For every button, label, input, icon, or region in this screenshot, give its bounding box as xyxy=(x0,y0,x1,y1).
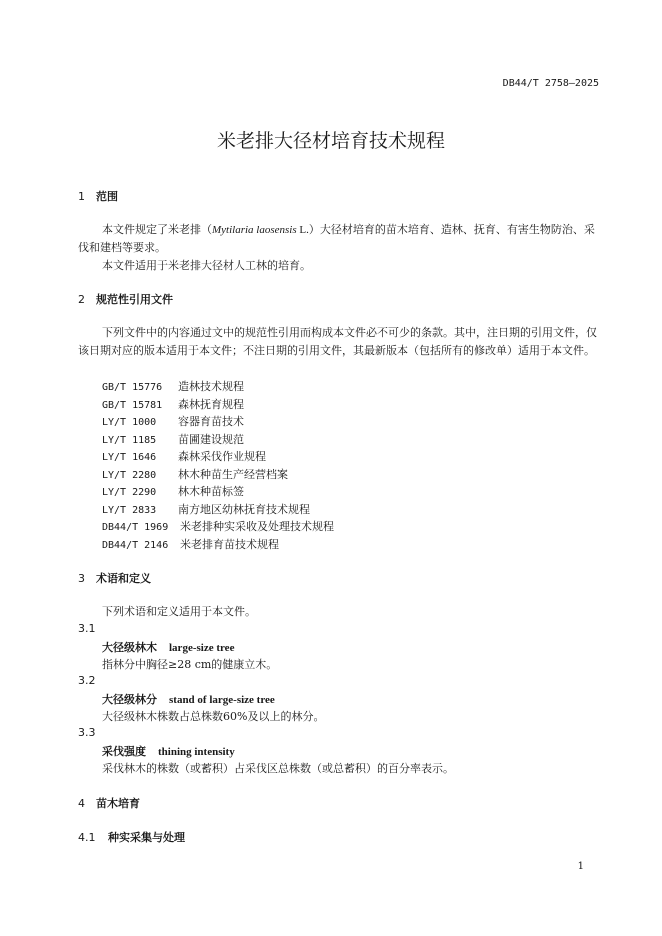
reference-title: 南方地区幼林抚育技术规程 xyxy=(178,502,310,516)
terms-intro: 下列术语和定义适用于本文件。 xyxy=(102,605,256,618)
text-run: 本文件规定了米老排（ xyxy=(102,223,212,236)
reference-title: 森林采伐作业规程 xyxy=(178,450,266,463)
term-number: 3.1 xyxy=(78,622,96,635)
reference-title: 造林技术规程 xyxy=(178,380,244,393)
reference-item xyxy=(102,466,288,482)
latin-name: Mytilaria laosensis xyxy=(212,224,297,236)
term-heading xyxy=(102,691,275,707)
term-number: 3.3 xyxy=(78,726,96,739)
page-title: 米老排大径材培育技术规程 xyxy=(216,130,445,152)
section-number: 3 xyxy=(78,572,85,585)
reference-code: DB44/T 1969 xyxy=(102,522,169,533)
term-definition: 指林分中胸径≥28 cm的健康立木。 xyxy=(102,658,278,671)
reference-code: GB/T 15781 xyxy=(102,399,163,411)
reference-item xyxy=(102,413,244,429)
reference-code: LY/T 2290 xyxy=(102,487,157,498)
reference-title: 林木种苗标签 xyxy=(178,485,244,498)
term-definition: 采伐林木的株数（或蓄积）占采伐区总株数（或总蓄积）的百分率表示。 xyxy=(102,762,454,775)
reference-code: LY/T 2833 xyxy=(102,504,157,516)
reference-item xyxy=(102,536,279,552)
section-title: 规范性引用文件 xyxy=(96,293,173,306)
section-title: 术语和定义 xyxy=(96,572,151,585)
reference-item xyxy=(102,501,310,517)
section-4-heading xyxy=(78,795,140,811)
reference-title: 米老排育苗技术规程 xyxy=(180,537,279,551)
reference-code: DB44/T 2146 xyxy=(102,539,169,551)
reference-item xyxy=(102,518,334,534)
reference-title: 苗圃建设规范 xyxy=(178,432,244,446)
section-2-heading xyxy=(78,291,173,307)
reference-item xyxy=(102,448,266,464)
reference-title: 米老排种实采收及处理技术规程 xyxy=(180,520,334,533)
scope-paragraph-1 xyxy=(78,221,598,257)
section-number: 1 xyxy=(78,190,85,203)
reference-code: LY/T 1185 xyxy=(102,434,157,446)
section-number: 4 xyxy=(78,797,85,810)
reference-code: GB/T 15776 xyxy=(102,382,163,393)
reference-title: 林木种苗生产经营档案 xyxy=(178,467,288,481)
subsection-title: 种实采集与处理 xyxy=(108,831,185,844)
reference-code: LY/T 2280 xyxy=(102,469,157,481)
term-chinese: 大径级林木 xyxy=(102,641,157,654)
term-english: large-size tree xyxy=(169,642,235,654)
term-chinese: 大径级林分 xyxy=(102,693,157,706)
term-chinese: 采伐强度 xyxy=(102,745,146,758)
reference-title: 容器育苗技术 xyxy=(178,415,244,428)
references-intro: 下列文件中的内容通过文中的规范性引用而构成本文件必不可少的条款。其中，注日期的引用文件，仅该日期对应的版本适用于本文件；不注日期的引用文件，其最新版本（包括所有的修改单）适用于本文件。 xyxy=(78,326,597,357)
subsection-number: 4.1 xyxy=(78,831,96,844)
reference-code: LY/T 1646 xyxy=(102,452,157,463)
document-code: DB44/T 2758—2025 xyxy=(502,78,599,89)
reference-item xyxy=(102,483,244,499)
section-title: 范围 xyxy=(96,190,118,203)
subsection-4-1-heading xyxy=(78,829,185,845)
reference-item xyxy=(102,396,244,412)
reference-item xyxy=(102,378,244,394)
reference-item xyxy=(102,431,244,447)
term-english: stand of large-size tree xyxy=(169,694,275,706)
section-title: 苗木培育 xyxy=(96,797,140,810)
text-run: ）大径材培育的苗木培育、造林、抚育、有害生物防治、采伐和建档等要求。 xyxy=(78,223,595,254)
page-number: 1 xyxy=(577,861,584,872)
term-number: 3.2 xyxy=(78,674,96,687)
term-definition: 大径级林木株数占总株数60%及以上的林分。 xyxy=(102,710,325,723)
term-heading xyxy=(102,743,235,759)
reference-code: LY/T 1000 xyxy=(102,417,157,428)
author-abbrev: L. xyxy=(296,224,309,236)
section-number: 2 xyxy=(78,293,85,306)
reference-title: 森林抚育规程 xyxy=(178,397,244,411)
section-1-heading xyxy=(78,188,118,204)
term-heading xyxy=(102,639,234,655)
section-3-heading xyxy=(78,570,151,586)
scope-paragraph-2: 本文件适用于米老排大径材人工林的培育。 xyxy=(102,259,311,272)
term-english: thining intensity xyxy=(158,746,235,758)
